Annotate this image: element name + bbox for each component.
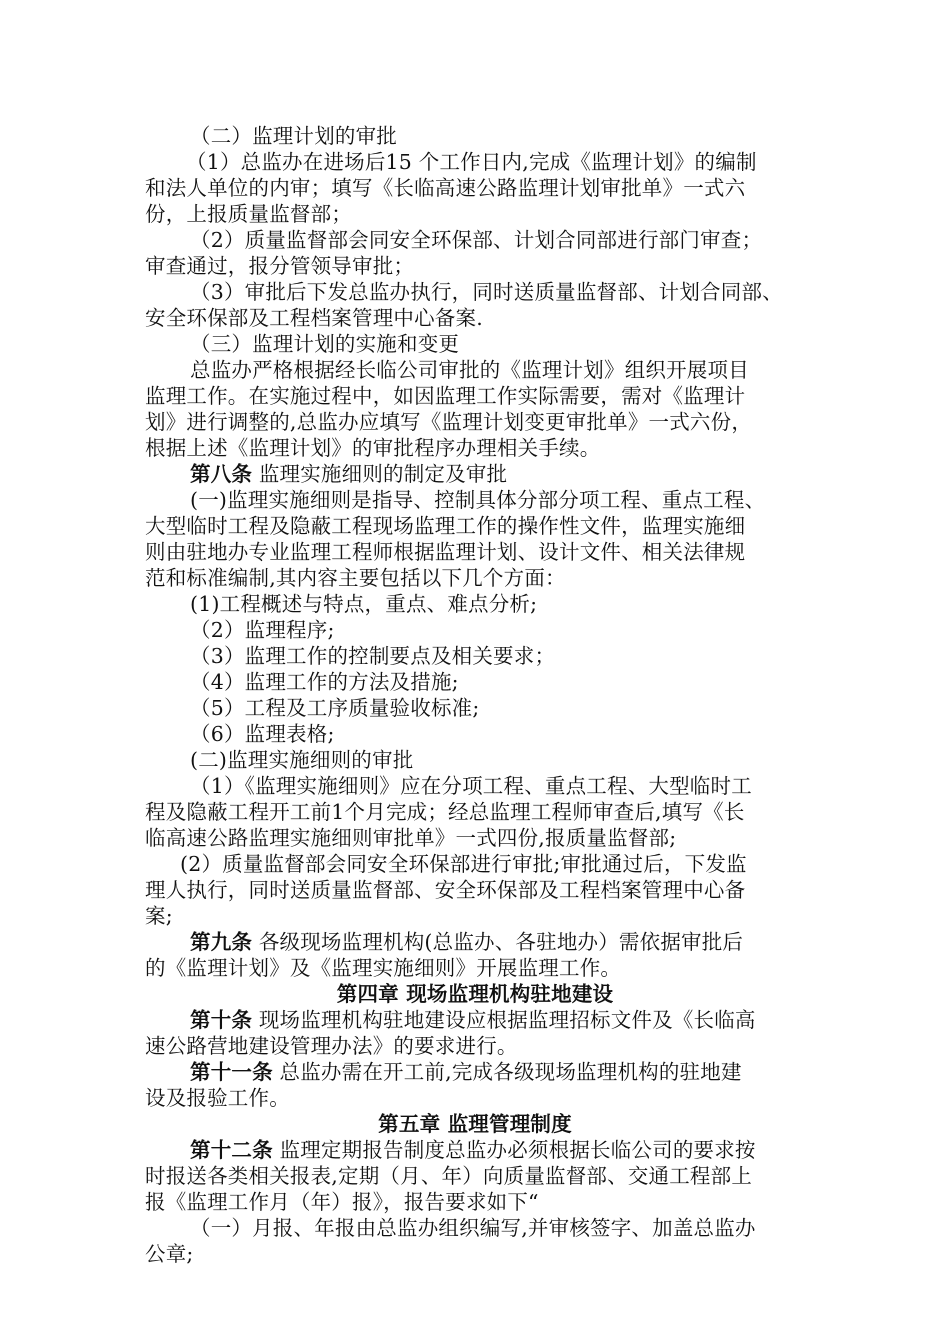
chapter-heading: 第四章 现场监理机构驻地建设 — [336, 982, 614, 1006]
paragraph-line: 总监办严格根据经长临公司审批的《监理计划》组织开展项目 — [190, 358, 749, 382]
list-item: （3）监理工作的控制要点及相关要求； — [190, 644, 556, 668]
article-line: 第十条 现场监理机构驻地建设应根据监理招标文件及《长临高 — [190, 1008, 756, 1032]
paragraph-line: 根据上述《监理计划》的审批程序办理相关手续。 — [145, 436, 601, 460]
paragraph-line: 速公路营地建设管理办法》的要求进行。 — [145, 1034, 518, 1058]
paragraph-line: 监理工作。在实施过程中，如因监理工作实际需要，需对《监理计 — [145, 384, 746, 408]
article-number: 第八条 — [190, 462, 253, 486]
paragraph-line: （1）总监办在进场后15 个工作日内,完成《监理计划》的编制 — [186, 150, 757, 174]
article-number: 第十一条 — [190, 1060, 273, 1084]
list-item: （4）监理工作的方法及措施; — [190, 670, 459, 694]
section-heading: （三）监理计划的实施和变更 — [190, 332, 460, 356]
chapter-heading: 第五章 监理管理制度 — [378, 1112, 572, 1136]
paragraph-line: 安全环保部及工程档案管理中心备案. — [145, 306, 483, 330]
section-heading: (二)监理实施细则的审批 — [190, 748, 414, 772]
paragraph-line: 公章; — [145, 1242, 194, 1266]
paragraph-line: （3）审批后下发总监办执行，同时送质量监督部、计划合同部、 — [190, 280, 783, 304]
article-number: 第九条 — [190, 930, 253, 954]
paragraph-line: （1）《监理实施细则》应在分项工程、重点工程、大型临时工 — [190, 774, 752, 798]
paragraph-line: 报《监理工作月（年）报》，报告要求如下“ — [145, 1190, 539, 1214]
paragraph-line: 审查通过，报分管领导审批； — [145, 254, 415, 278]
paragraph-line: 时报送各类相关报表,定期（月、年）向质量监督部、交通工程部上 — [145, 1164, 753, 1188]
list-item: （6）监理表格; — [190, 722, 335, 746]
paragraph-line: 份，上报质量监督部； — [145, 202, 352, 226]
paragraph-line: 划》进行调整的,总监办应填写《监理计划变更审批单》一式六份， — [145, 410, 753, 434]
list-item: (1)工程概述与特点，重点、难点分析; — [190, 592, 538, 616]
paragraph-line: 范和标准编制,其内容主要包括以下几个方面： — [145, 566, 566, 590]
paragraph-line: (一)监理实施细则是指导、控制具体分部分项工程、重点工程、 — [190, 488, 766, 512]
paragraph-line: 设及报验工作。 — [145, 1086, 290, 1110]
paragraph-line: 则由驻地办专业监理工程师根据监理计划、设计文件、相关法律规 — [145, 540, 746, 564]
paragraph-line: 案; — [145, 904, 173, 928]
list-item: （2）监理程序; — [190, 618, 335, 642]
article-number: 第十条 — [190, 1008, 253, 1032]
paragraph-line: 程及隐蔽工程开工前1个月完成；经总监理工程师审查后,填写《长 — [145, 800, 745, 824]
article-line: 第八条 监理实施细则的制定及审批 — [190, 462, 508, 486]
article-line: 第十一条 总监办需在开工前,完成各级现场监理机构的驻地建 — [190, 1060, 742, 1084]
paragraph-line: 的《监理计划》及《监理实施细则》开展监理工作。 — [145, 956, 622, 980]
section-heading: （二）监理计划的审批 — [190, 124, 397, 148]
article-line: 第十二条 监理定期报告制度总监办必须根据长临公司的要求按 — [190, 1138, 756, 1162]
paragraph-line: 大型临时工程及隐蔽工程现场监理工作的操作性文件，监理实施细 — [145, 514, 746, 538]
article-line: 第九条 各级现场监理机构(总监办、各驻地办）需依据审批后 — [190, 930, 744, 954]
list-item: （5）工程及工序质量验收标准; — [190, 696, 480, 720]
article-number: 第十二条 — [190, 1138, 273, 1162]
paragraph-line: (2）质量监督部会同安全环保部进行审批;审批通过后，下发监 — [180, 852, 747, 876]
paragraph-line: （一）月报、年报由总监办组织编写,并审核签字、加盖总监办 — [190, 1216, 756, 1240]
paragraph-line: 和法人单位的内审；填写《长临高速公路监理计划审批单》一式六 — [145, 176, 746, 200]
paragraph-line: 临高速公路监理实施细则审批单》一式四份,报质量监督部; — [145, 826, 677, 850]
paragraph-line: 理人执行，同时送质量监督部、安全环保部及工程档案管理中心备 — [145, 878, 746, 902]
paragraph-line: （2）质量监督部会同安全环保部、计划合同部进行部门审查； — [190, 228, 763, 252]
